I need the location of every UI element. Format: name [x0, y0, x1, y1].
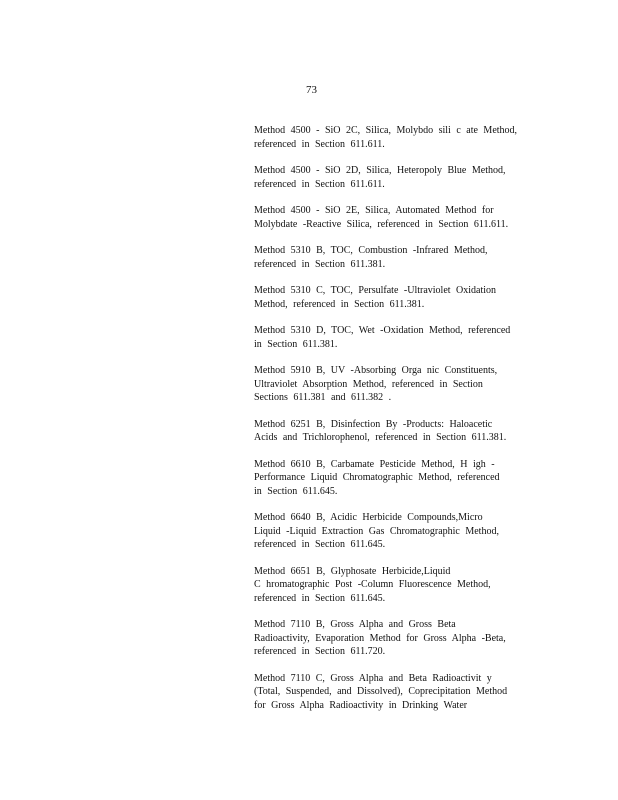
method-entry [254, 458, 540, 499]
method-entry [254, 204, 540, 231]
method-entry [254, 511, 540, 552]
entry-line: Liquid -Liquid Extraction Gas Chromatographic Method, [254, 525, 499, 537]
method-entry [254, 124, 540, 151]
entry-line: C hromatographic Post -Column Fluorescence Method, [254, 579, 491, 590]
entry-line: referenced in Section 611.645. [254, 539, 386, 550]
entry-line: Method 4500 - SiO 2E, Silica, Automated Method for [254, 205, 494, 216]
entry-line: referenced in Section 611.645. [254, 592, 386, 604]
entry-line: Method 6651 B, Glyphosate Herbicide,Liquid [254, 565, 451, 577]
entry-line: in Section 611.381. [254, 338, 338, 350]
entry-line: Method 4500 - SiO 2D, Silica, Heteropoly Blue Method, [254, 165, 506, 176]
method-entry [254, 418, 540, 445]
entry-line: Method 6251 B, Disinfection By -Products: Haloacetic [254, 418, 493, 430]
entry-line: Method 5310 B, TOC, Combustion -Infrared Method, [254, 245, 488, 256]
method-list [254, 124, 540, 725]
entry-line: referenced in Section 611.381. [254, 258, 386, 270]
entry-line: Method 6640 B, Acidic Herbicide Compounds,Micro [254, 512, 483, 523]
entry-line: Method, referenced in Section 611.381. [254, 298, 425, 310]
entry-line: (Total, Suspended, and Dissolved), Coprecipitation Method [254, 686, 508, 697]
entry-line: referenced in Section 611.720. [254, 646, 386, 657]
method-entry [254, 565, 540, 606]
entry-line: Method 6610 B, Carbamate Pesticide Method, H igh - [254, 458, 495, 470]
method-entry [254, 284, 540, 311]
entry-line: referenced in Section 611.611. [254, 178, 385, 190]
method-entry [254, 164, 540, 191]
method-entry [254, 244, 540, 271]
entry-line: Radioactivity, Evaporation Method for Gross Alpha -Beta, [254, 632, 506, 644]
entry-line: Acids and Trichlorophenol, referenced in Section 611.381. [254, 432, 507, 443]
entry-line: Molybdate -Reactive Silica, referenced in Section 611.611. [254, 218, 509, 230]
method-entry [254, 364, 540, 405]
entry-line: Ultraviolet Absorption Method, referenced in Section [254, 378, 483, 390]
entry-line: Method 7110 B, Gross Alpha and Gross Beta [254, 619, 456, 630]
entry-line: Sections 611.381 and 611.382 . [254, 392, 392, 403]
entry-line: Method 5310 D, TOC, Wet -Oxidation Method, referenced [254, 325, 511, 336]
entry-line: Method 7110 C, Gross Alpha and Beta Radioactivit y [254, 672, 492, 684]
entry-line: referenced in Section 611.611. [254, 138, 385, 150]
method-entry [254, 324, 540, 351]
entry-line: for Gross Alpha Radioactivity in Drinking Water [254, 699, 468, 711]
method-entry [254, 618, 540, 659]
entry-line: in Section 611.645. [254, 485, 338, 497]
method-entry [254, 672, 540, 713]
entry-line: Method 5310 C, TOC, Persulfate -Ultraviolet Oxidation [254, 285, 497, 296]
page-number: 73 [306, 84, 317, 96]
entry-line: Method 5910 B, UV -Absorbing Orga nic Constituents, [254, 365, 498, 376]
entry-line: Performance Liquid Chromatographic Method, referenced [254, 472, 500, 483]
entry-line: Method 4500 - SiO 2C, Silica, Molybdo sili c ate Method, [254, 125, 518, 136]
